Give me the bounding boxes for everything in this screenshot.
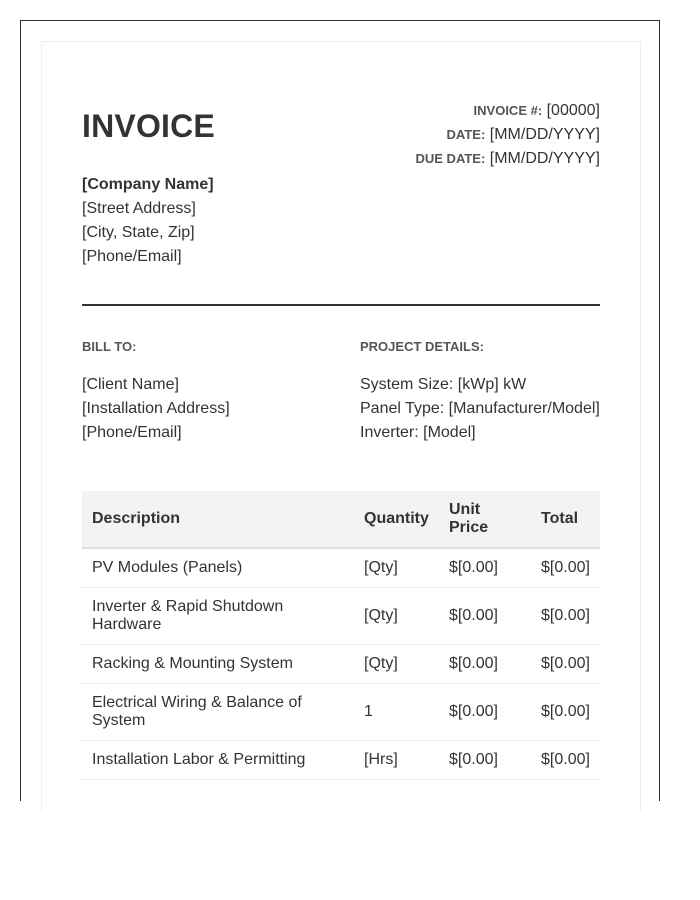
client-contact: [Phone/Email] [82,424,182,441]
item-total: $[0.00] [531,741,600,780]
invoice-title: INVOICE [82,108,215,144]
item-quantity: [Qty] [354,588,439,645]
item-total: $[0.00] [531,684,600,741]
panel-type: Panel Type: [Manufacturer/Model] [360,400,600,417]
invoice-number-line [416,99,601,123]
item-description: Racking & Mounting System [82,645,354,684]
item-unit-price: $[0.00] [439,548,531,588]
item-description: PV Modules (Panels) [82,548,354,588]
invoice-date-line [416,123,601,147]
inverter-model: Inverter: [Model] [360,424,476,441]
item-quantity: 1 [354,684,439,741]
company-street: [Street Address] [82,200,196,217]
item-total: $[0.00] [531,645,600,684]
invoice-date-value: [MM/DD/YYYY] [489,126,600,143]
table-row [82,645,600,684]
project-details-heading: PROJECT DETAILS: [360,339,484,354]
item-description: Electrical Wiring & Balance of System [82,684,354,741]
table-row [82,588,600,645]
item-unit-price: $[0.00] [439,645,531,684]
bill-to-block [82,373,230,445]
item-total: $[0.00] [531,548,600,588]
table-row [82,548,600,588]
due-date-label: DUE DATE: [415,151,486,166]
invoice-date-label: DATE: [446,127,486,142]
column-header-quantity: Quantity [354,491,439,548]
item-unit-price: $[0.00] [439,684,531,741]
column-header-unit-price: Unit Price [439,491,531,548]
item-quantity: [Qty] [354,645,439,684]
column-header-total: Total [531,491,600,548]
column-header-description: Description [82,491,354,548]
item-total: $[0.00] [531,588,600,645]
company-city: [City, State, Zip] [82,224,195,241]
item-unit-price: $[0.00] [439,588,531,645]
table-row [82,741,600,780]
bill-to-heading: BILL TO: [82,339,137,354]
system-size: System Size: [kWp] kW [360,376,527,393]
table-header-row [82,491,600,548]
invoice-meta [416,99,601,171]
company-contact: [Phone/Email] [82,248,182,265]
item-description: Inverter & Rapid Shutdown Hardware [82,588,354,645]
header-divider [82,304,600,306]
line-items-table [82,491,600,780]
invoice-number-value: [00000] [546,102,600,119]
company-name: [Company Name] [82,176,214,193]
item-unit-price: $[0.00] [439,741,531,780]
item-quantity: [Qty] [354,548,439,588]
item-quantity: [Hrs] [354,741,439,780]
due-date-line [416,147,601,171]
invoice-number-label: INVOICE #: [473,103,543,118]
client-name: [Client Name] [82,376,179,393]
company-block [82,173,214,269]
table-row [82,684,600,741]
installation-address: [Installation Address] [82,400,230,417]
due-date-value: [MM/DD/YYYY] [489,150,600,167]
item-description: Installation Labor & Permitting [82,741,354,780]
project-details-block [360,373,600,445]
